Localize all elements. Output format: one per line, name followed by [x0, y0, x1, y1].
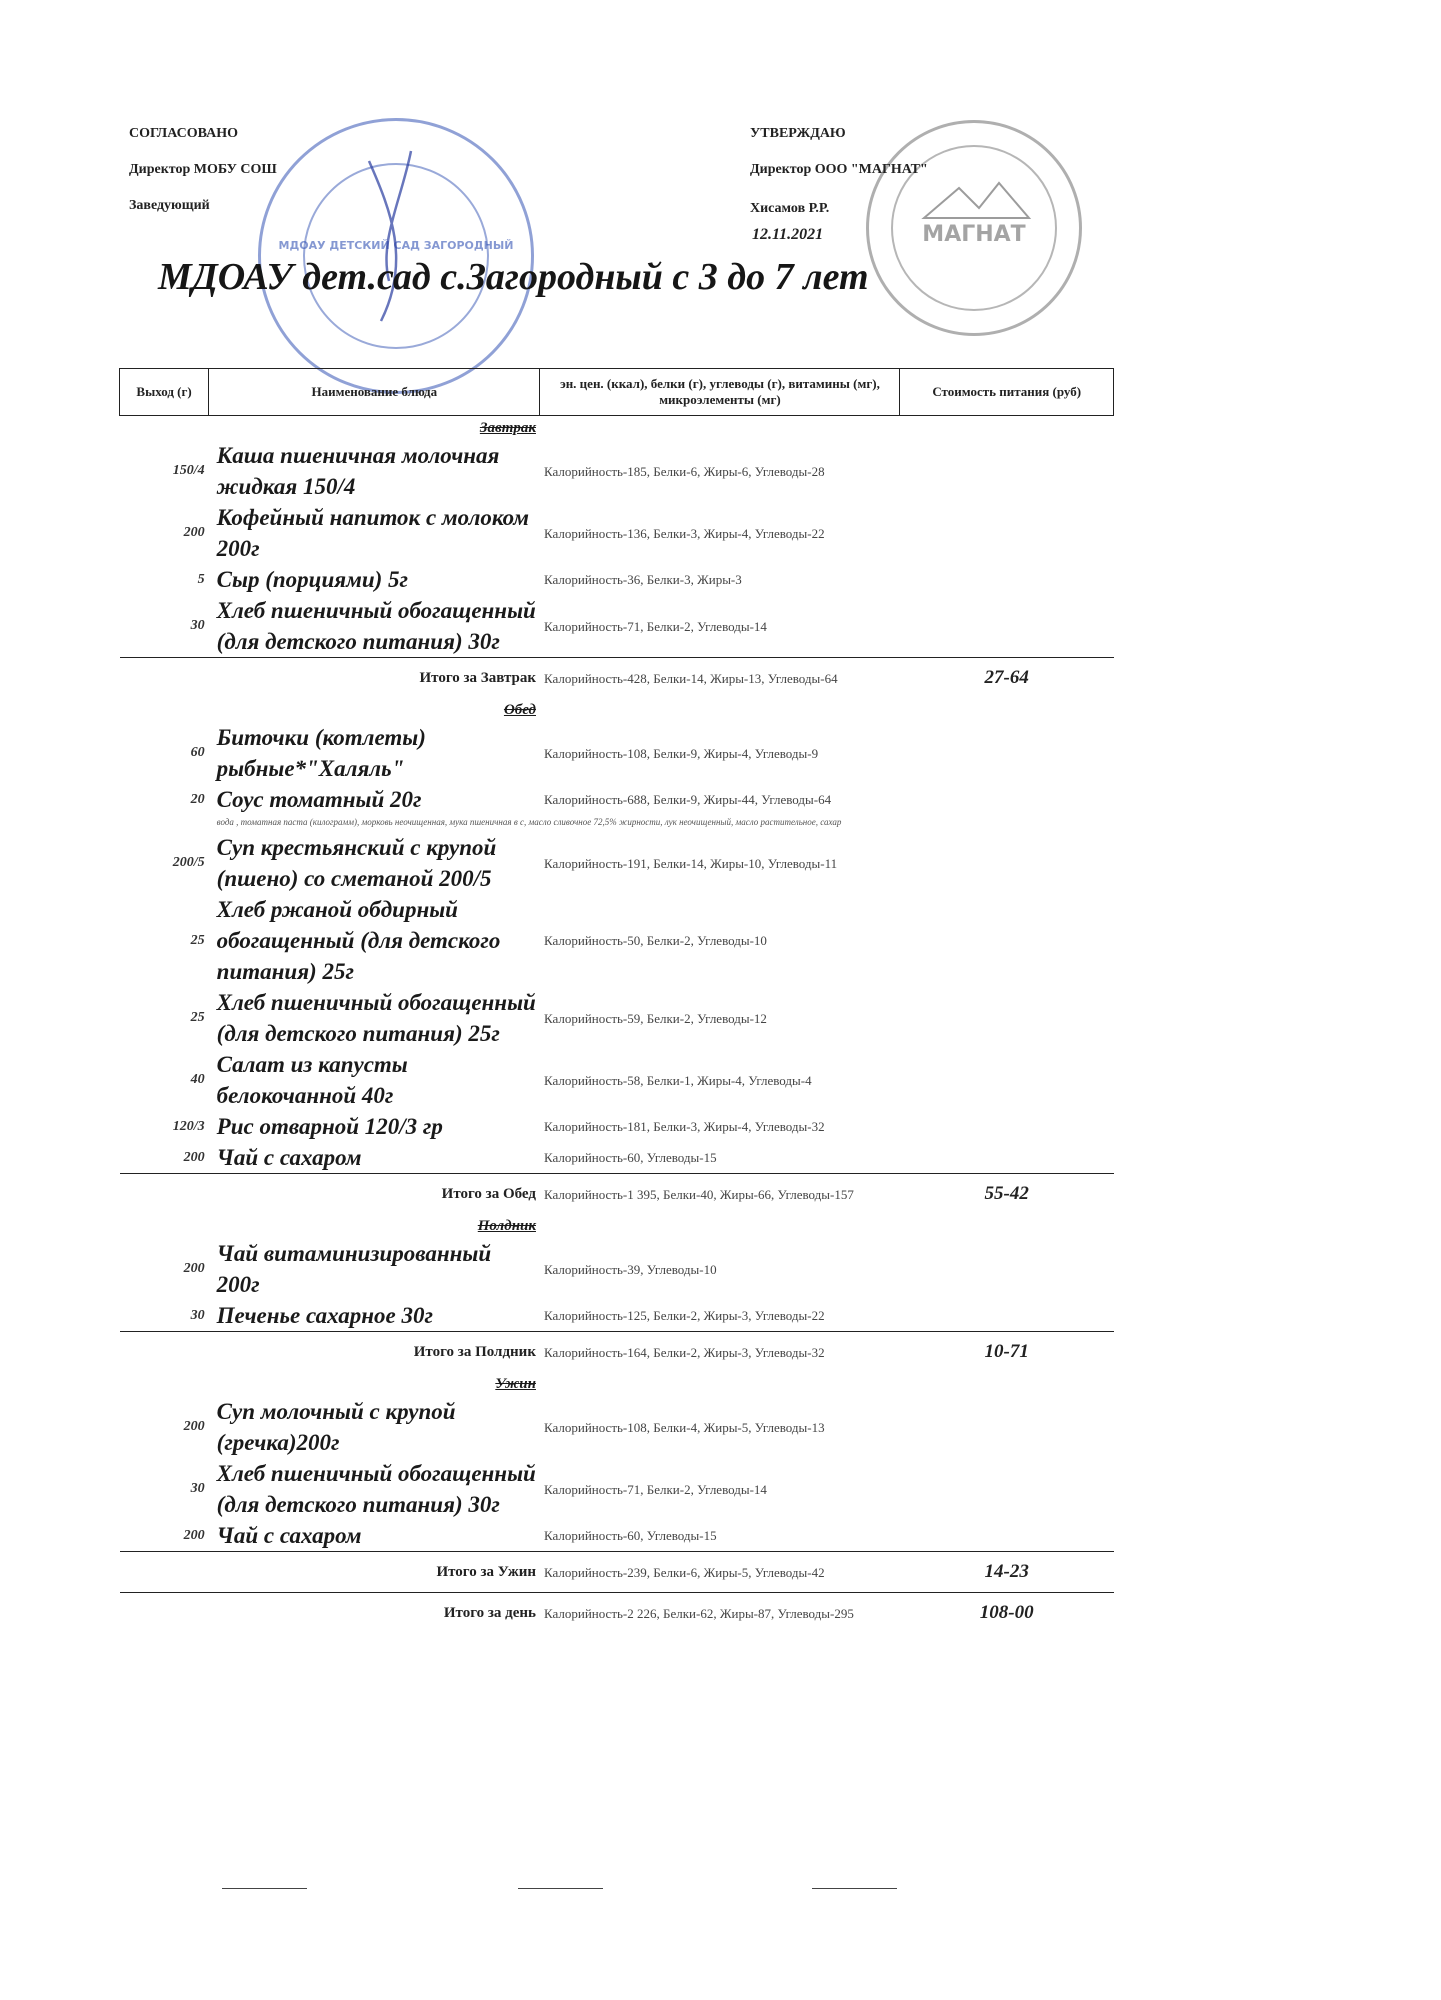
dish-cost: [900, 1111, 1114, 1142]
menu-table-body: [120, 416, 1114, 1634]
dish-nutrition: Калорийность-39, Углеводы-10: [543, 1261, 717, 1277]
day-total-nutrition: Калорийность-2 226, Белки-62, Жиры-87, Углеводы-295: [540, 1593, 900, 1634]
dish-output: 200: [183, 1149, 205, 1165]
dish-cost: [900, 1520, 1114, 1552]
dish-cost: [900, 1142, 1114, 1174]
school-director-label: Директор МОБУ СОШ: [129, 162, 277, 177]
dish-nutrition: Калорийность-71, Белки-2, Углеводы-14: [543, 618, 767, 634]
dish-row: [120, 894, 1114, 987]
total-label: Итого за Завтрак: [120, 658, 540, 699]
dish-cost: [900, 1458, 1114, 1520]
column-header-nutrition: эн. цен. (ккал), белки (г), углеводы (г), витамины (мг), микроэлементы (мг): [540, 369, 900, 416]
signature-line: [222, 1888, 307, 1890]
svg-text:МАГНАТ: МАГНАТ: [922, 222, 1026, 247]
dish-output: 120/3: [172, 1118, 205, 1134]
day-total-label: Итого за день: [120, 1593, 540, 1634]
dish-row: [120, 1049, 1114, 1111]
total-cost: 10-71: [900, 1332, 1114, 1373]
dish-nutrition: Калорийность-191, Белки-14, Жиры-10, Углеводы-11: [543, 855, 838, 871]
dish-name: Чай с сахаром: [216, 1145, 362, 1170]
dish-nutrition: Калорийность-181, Белки-3, Жиры-4, Углеводы-32: [543, 1119, 825, 1134]
dish-output: 200: [183, 1527, 205, 1543]
director-name: Хисамов Р.Р.: [750, 201, 830, 216]
total-nutrition: Калорийность-1 395, Белки-40, Жиры-66, Углеводы-157: [540, 1174, 900, 1215]
dish-nutrition: Калорийность-688, Белки-9, Жиры-44, Углеводы-64: [543, 792, 832, 807]
dish-row: [120, 1111, 1114, 1142]
dish-name: Рис отварной 120/3 гр: [216, 1114, 443, 1139]
section-title: Полдник: [477, 1217, 536, 1234]
dish-cost: [900, 894, 1114, 987]
total-nutrition: Калорийность-164, Белки-2, Жиры-3, Углеводы-32: [540, 1332, 900, 1373]
dish-nutrition: Калорийность-50, Белки-2, Углеводы-10: [543, 933, 767, 948]
section-title: Ужин: [495, 1375, 536, 1392]
dish-nutrition: Калорийность-185, Белки-6, Жиры-6, Углеводы-28: [543, 463, 825, 479]
total-nutrition: Калорийность-428, Белки-14, Жиры-13, Углеводы-64: [540, 658, 900, 699]
dish-name: Чай с сахаром: [216, 1523, 362, 1548]
dish-name: Биточки (котлеты) рыбные*"Халяль": [216, 725, 426, 781]
section-total-row: [120, 1332, 1114, 1373]
dish-cost: [900, 832, 1114, 894]
dish-output: 200: [183, 525, 205, 540]
dish-nutrition: Калорийность-58, Белки-1, Жиры-4, Углеводы-4: [543, 1072, 812, 1088]
recipe-note: вода , томатная паста (килограмм), морковь неочищенная, мука пшеничная в с, масло сливочное 72,5% жирности, лук неочищенный, масло растительное, сахар: [216, 817, 842, 827]
dish-output: 25: [190, 932, 205, 948]
dish-name: Хлеб пшеничный обогащенный (для детского питания) 30г: [216, 598, 536, 654]
dish-name: Кофейный напиток с молоком 200г: [216, 505, 530, 561]
dish-nutrition: Калорийность-60, Углеводы-15: [543, 1150, 717, 1165]
total-label: Итого за Обед: [120, 1174, 540, 1215]
section-spacer: [540, 698, 1114, 722]
column-header-dish: Наименование блюда: [209, 369, 540, 416]
dish-name: Хлеб пшеничный обогащенный (для детского питания) 30г: [216, 1461, 536, 1517]
section-spacer: [540, 1214, 1114, 1238]
section-row: [120, 1214, 1114, 1238]
company-seal-stamp: [866, 120, 1082, 336]
dish-nutrition: Калорийность-71, Белки-2, Углеводы-14: [543, 1481, 767, 1497]
section-row: [120, 416, 1114, 441]
signature-line: [812, 1888, 897, 1890]
dish-row: [120, 784, 1114, 815]
dish-row: [120, 832, 1114, 894]
section-cell: [120, 1372, 540, 1396]
column-header-output: Выход (г): [120, 369, 209, 416]
section-cell: [120, 1214, 540, 1238]
recipe-note-row: [120, 815, 1114, 832]
dish-name: Сыр (порциями) 5г: [216, 567, 409, 592]
dish-name: Хлеб пшеничный обогащенный (для детского питания) 25г: [216, 990, 536, 1046]
dish-row: [120, 1238, 1114, 1300]
dish-cost: [900, 1238, 1114, 1300]
dish-nutrition: Калорийность-136, Белки-3, Жиры-4, Углеводы-22: [543, 525, 825, 541]
dish-cost: [900, 1300, 1114, 1332]
dish-nutrition: Калорийность-60, Углеводы-15: [543, 1528, 717, 1543]
dish-name: Хлеб ржаной обдирный обогащенный (для детского питания) 25г: [216, 897, 501, 984]
document-title: МДОАУ дет.сад с.Загородный с 3 до 7 лет: [158, 256, 869, 298]
svg-text:МДОАУ ДЕТСКИЙ САД ЗАГОРОДНЫЙ: МДОАУ ДЕТСКИЙ САД ЗАГОРОДНЫЙ: [278, 239, 514, 252]
section-spacer: [540, 416, 1114, 441]
dish-row: [120, 1142, 1114, 1174]
dish-cost: [900, 440, 1114, 502]
dish-name: Соус томатный 20г: [216, 787, 422, 812]
table-header-row: [120, 369, 1114, 416]
section-total-row: [120, 658, 1114, 699]
dish-cost: [900, 564, 1114, 595]
dish-nutrition: Калорийность-108, Белки-9, Жиры-4, Углеводы-9: [543, 745, 819, 761]
dish-name: Чай витаминизированный 200г: [216, 1241, 492, 1297]
dish-cost: [900, 595, 1114, 658]
dish-output: 20: [190, 791, 205, 807]
dish-cost: [900, 987, 1114, 1049]
section-total-row: [120, 1174, 1114, 1215]
section-total-row: [120, 1552, 1114, 1593]
dish-name: Суп молочный с крупой (гречка)200г: [216, 1399, 456, 1455]
dish-output: 40: [190, 1072, 205, 1087]
head-label: Заведующий: [129, 198, 210, 213]
dish-nutrition: Калорийность-108, Белки-4, Жиры-5, Углеводы-13: [543, 1419, 825, 1435]
dish-output: 200: [183, 1261, 205, 1276]
column-header-cost: Стоимость питания (руб): [900, 369, 1114, 416]
dish-row: [120, 1396, 1114, 1458]
dish-row: [120, 1520, 1114, 1552]
dish-cost: [900, 1049, 1114, 1111]
dish-row: [120, 564, 1114, 595]
dish-nutrition: Калорийность-36, Белки-3, Жиры-3: [543, 572, 742, 587]
section-title: Завтрак: [479, 419, 536, 436]
menu-table: [119, 368, 1114, 1633]
note-spacer: [120, 815, 209, 832]
dish-nutrition: Калорийность-59, Белки-2, Углеводы-12: [543, 1010, 767, 1026]
approval-date: 12.11.2021: [752, 226, 824, 243]
total-cost: 55-42: [900, 1174, 1114, 1215]
dish-output: 150/4: [172, 463, 205, 478]
dish-output: 60: [190, 745, 205, 760]
dish-row: [120, 1458, 1114, 1520]
dish-name: Суп крестьянский с крупой (пшено) со сметаной 200/5: [216, 835, 497, 891]
dish-row: [120, 595, 1114, 658]
dish-cost: [900, 722, 1114, 784]
dish-row: [120, 502, 1114, 564]
day-total-row: [120, 1593, 1114, 1634]
dish-row: [120, 987, 1114, 1049]
section-row: [120, 698, 1114, 722]
section-row: [120, 1372, 1114, 1396]
dish-output: 30: [190, 618, 205, 633]
total-cost: 14-23: [900, 1552, 1114, 1593]
section-spacer: [540, 1372, 1114, 1396]
dish-cost: [900, 502, 1114, 564]
total-label: Итого за Ужин: [120, 1552, 540, 1593]
dish-cost: [900, 1396, 1114, 1458]
approve-label: УТВЕРЖДАЮ: [750, 126, 846, 141]
section-cell: [120, 416, 540, 441]
dish-output: 200: [183, 1419, 205, 1434]
section-cell: [120, 698, 540, 722]
dish-nutrition: Калорийность-125, Белки-2, Жиры-3, Углеводы-22: [543, 1308, 825, 1323]
section-title: Обед: [503, 701, 536, 718]
total-cost: 27-64: [900, 658, 1114, 699]
dish-row: [120, 722, 1114, 784]
dish-output: 30: [190, 1481, 205, 1496]
dish-name: Каша пшеничная молочная жидкая 150/4: [216, 443, 500, 499]
dish-cost: [900, 784, 1114, 815]
dish-output: 30: [190, 1307, 205, 1323]
dish-row: [120, 1300, 1114, 1332]
total-nutrition: Калорийность-239, Белки-6, Жиры-5, Углеводы-42: [540, 1552, 900, 1593]
dish-output: 5: [197, 571, 205, 587]
dish-row: [120, 440, 1114, 502]
total-label: Итого за Полдник: [120, 1332, 540, 1373]
dish-output: 25: [190, 1010, 205, 1025]
signature-line: [518, 1888, 603, 1890]
company-director-label: Директор ООО "МАГНАТ": [750, 162, 928, 177]
dish-name: Салат из капусты белокочанной 40г: [216, 1052, 408, 1108]
agreed-label: СОГЛАСОВАНО: [129, 126, 238, 141]
dish-name: Печенье сахарное 30г: [216, 1303, 433, 1328]
day-total-cost: 108-00: [900, 1593, 1114, 1634]
dish-output: 200/5: [172, 855, 205, 870]
